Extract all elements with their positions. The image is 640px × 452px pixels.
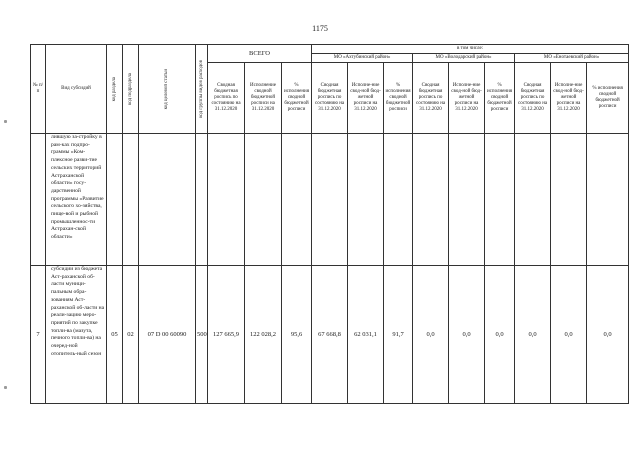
header-d1-exec: Исполне-ние свод-ной бюд-жетной росписи на 31.12.2020 bbox=[348, 63, 384, 134]
row-description: лившую за-стройку в рам-ках подпро-граммы «Ком-плексное разви-тие сельских территорий Астраханской области» госу-дарственной программы «Развитие сельского хо-зяйства, пище-вой и рыбной промышленнос-ти Астрахан-ской области» bbox=[46, 134, 107, 266]
header-section: код раздела bbox=[107, 45, 123, 134]
cell-total-plan bbox=[208, 134, 245, 266]
table-row bbox=[31, 266, 629, 404]
header-district-akhtubinsky: МО «Ахтубинский район» bbox=[312, 54, 413, 63]
header-d1-plan: Сводная бюджетная роспись по состоянию на 31.12.2020 bbox=[312, 63, 348, 134]
cell-d1-exec: 62 031,1 bbox=[348, 266, 384, 404]
cell-d3-pct: 0,0 bbox=[587, 266, 629, 404]
cell-total-plan: 127 665,9 bbox=[208, 266, 245, 404]
header-district-volodarsky: МО «Володарский район» bbox=[413, 54, 515, 63]
header-district-enotaevsky: МО «Енотаевский район» bbox=[515, 54, 629, 63]
header-d2-pct: % исполнения сводной бюджетной росписи bbox=[485, 63, 515, 134]
header-num: № п/п bbox=[31, 45, 46, 134]
cell-d1-plan bbox=[312, 134, 348, 266]
header-expense-group: код группы видов расходов bbox=[196, 45, 208, 134]
cell-d2-plan: 0,0 bbox=[413, 266, 449, 404]
scan-mark bbox=[4, 386, 7, 389]
budget-table bbox=[30, 44, 629, 404]
header-total-plan: Сводная бюджетная роспись по состоянию на 31.12.2020 bbox=[208, 63, 245, 134]
header-d3-exec: Исполне-ние свод-ной бюд-жетной росписи на 31.12.2020 bbox=[551, 63, 587, 134]
header-subsection: код подраздела bbox=[123, 45, 139, 134]
cell-d1-pct bbox=[384, 134, 413, 266]
cell-total-exec: 122 028,2 bbox=[245, 266, 282, 404]
row-target: 07 D 00 60090 bbox=[139, 266, 196, 404]
row-group: 500 bbox=[196, 266, 208, 404]
cell-total-pct bbox=[282, 134, 312, 266]
cell-d3-exec: 0,0 bbox=[551, 266, 587, 404]
header-d3-plan: Сводная бюджетная роспись по состоянию на 31.12.2020 bbox=[515, 63, 551, 134]
header-total: ВСЕГО bbox=[208, 45, 312, 63]
cell-d3-plan: 0,0 bbox=[515, 266, 551, 404]
cell-d2-plan bbox=[413, 134, 449, 266]
header-d2-exec: Исполне-ние свод-ной бюд-жетной росписи на 31.12.2020 bbox=[449, 63, 485, 134]
cell-d3-plan bbox=[515, 134, 551, 266]
cell-d2-pct: 0,0 bbox=[485, 266, 515, 404]
cell-d1-pct: 91,7 bbox=[384, 266, 413, 404]
cell-d3-pct bbox=[587, 134, 629, 266]
cell-total-exec bbox=[245, 134, 282, 266]
header-total-exec: Исполнение сводной бюджетной росписи на 31.12.2020 bbox=[245, 63, 282, 134]
cell-d1-exec bbox=[348, 134, 384, 266]
cell-d2-pct bbox=[485, 134, 515, 266]
cell-d3-exec bbox=[551, 134, 587, 266]
header-including: в том числе: bbox=[312, 45, 629, 54]
header-d3-pct: % исполнения сводной бюджетной росписи bbox=[587, 63, 629, 134]
cell-d1-plan: 67 668,8 bbox=[312, 266, 348, 404]
row-section: 05 bbox=[107, 266, 123, 404]
row-num bbox=[31, 134, 46, 266]
row-section bbox=[107, 134, 123, 266]
row-subsection: 02 bbox=[123, 266, 139, 404]
cell-total-pct: 95,6 bbox=[282, 266, 312, 404]
row-group bbox=[196, 134, 208, 266]
cell-d2-exec: 0,0 bbox=[449, 266, 485, 404]
row-num: 7 bbox=[31, 266, 46, 404]
row-subsection bbox=[123, 134, 139, 266]
cell-d2-exec bbox=[449, 134, 485, 266]
row-target bbox=[139, 134, 196, 266]
row-description: субсидии из бюджета Аст-раханской об-ласти муници-пальным обра-зованиям Аст-раханской об-ласти на реали-зацию меро-приятий по закупке топли-ва (мазута, печного топли-ва) на очеред-ной отопитель-ный сезон bbox=[46, 266, 107, 404]
scan-mark bbox=[4, 120, 7, 123]
header-d1-pct: % исполнения сводной бюджетной росписи bbox=[384, 63, 413, 134]
header-total-pct: % исполнения сводной бюджетной росписи bbox=[282, 63, 312, 134]
header-type: Вид субсидий bbox=[46, 45, 107, 134]
table-row bbox=[31, 134, 629, 266]
page-number: 1175 bbox=[312, 24, 328, 33]
header-target: код целевой статьи bbox=[139, 45, 196, 134]
header-d2-plan: Сводная бюджетная роспись по состоянию на 31.12.2020 bbox=[413, 63, 449, 134]
